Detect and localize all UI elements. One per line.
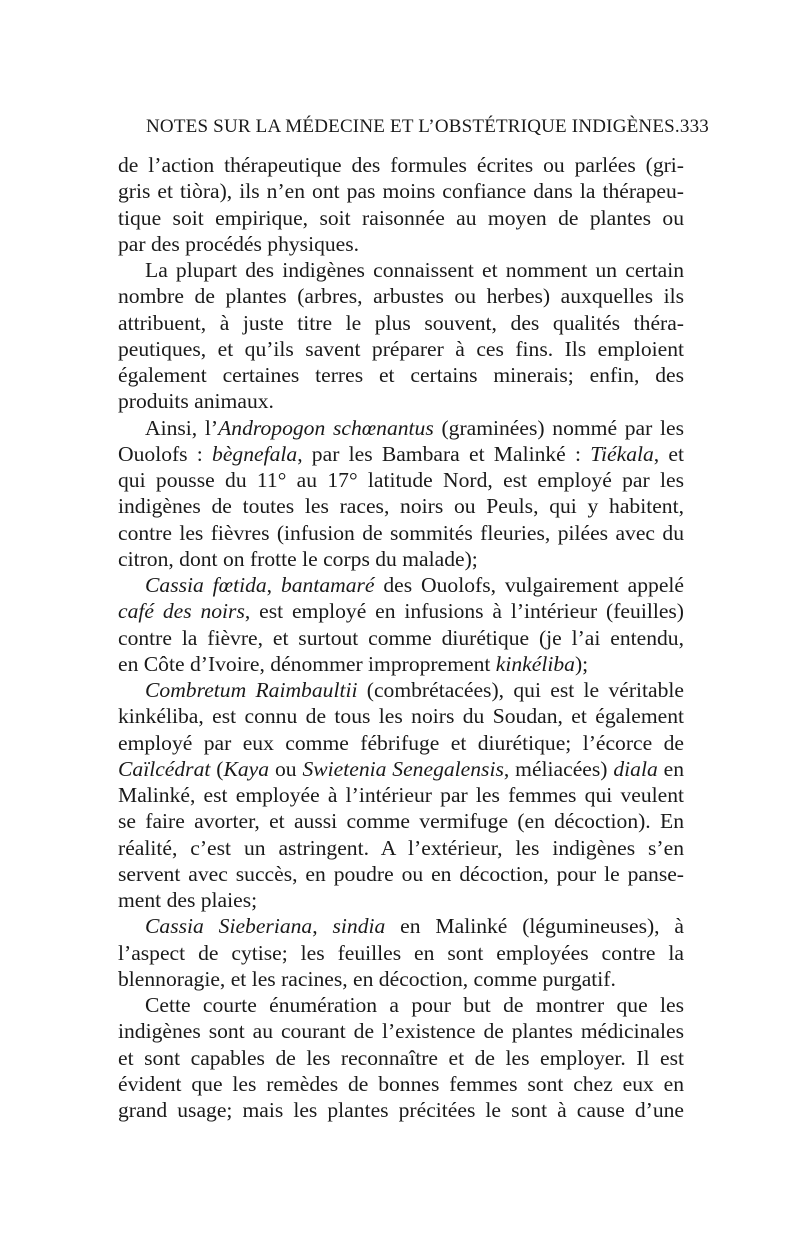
text-run: , méliacées) [503,756,614,781]
text-line [118,415,684,441]
italic-term: Swietenia Senegalensis [302,756,504,781]
text-line [118,336,684,362]
text-line [118,808,684,834]
text-run: , et [653,441,685,466]
text-run: Cette courte énumération a pour but de montrer que les [145,993,684,1017]
text-line [118,467,684,493]
text-run: peutiques, et qu’ils savent préparer à ces fins. Ils emploient [118,336,684,361]
text-run: qui pousse du 11° au 17° latitude Nord, est employé par les [118,468,684,492]
text-run: en Côte d’Ivoire, dénommer improprement [118,651,496,676]
text-run: Ouolofs : [118,441,213,466]
text-line [118,283,684,309]
italic-term: Andropogon schœnantus [218,415,434,440]
italic-term: Cassia fœtida [145,573,267,597]
text-line [118,310,684,336]
text-line [118,730,684,756]
text-line [118,625,684,651]
text-line [118,1097,684,1123]
running-header [146,116,709,138]
italic-term: bègnefala [212,441,298,466]
italic-term: Caïlcédrat [118,756,211,781]
text-run: contre la fièvre, et surtout comme diurétique (je l’ai entendu, [118,625,684,650]
text-run: La plupart des indigènes connaissent et nomment un certain [145,258,684,282]
text-run: blennoragie, et les racines, en décoction, comme purgatif. [118,966,616,991]
text-run: , est employé en infusions à l’intérieur (feuilles) [244,599,684,624]
italic-term: Combretum Raimbaultii [145,678,358,702]
text-run: , [266,573,281,597]
text-run: ); [574,651,589,676]
text-line [118,493,684,519]
text-run: en Malinké (légumineuses), à [385,914,685,939]
text-line [118,1018,684,1044]
italic-term: kinkéliba [495,651,575,676]
text-run: , par les Bambara et Malinké : [297,441,591,466]
text-line [118,835,684,861]
text-run: se faire avorter, et aussi comme vermifuge (en décoction). En [118,809,684,834]
running-title: NOTES SUR LA MÉDECINE ET L’OBSTÉTRIQUE INDIGÈNES. [146,116,680,137]
text-run: gris et tiòra), ils n’en ont pas moins confiance dans la thérapeu- [118,179,684,204]
text-run: l’aspect de cytise; les feuilles en sont employées contre la [118,940,684,965]
text-run: et sont capables de les reconnaître et de les employer. Il est [118,1045,684,1070]
text-line [118,231,684,257]
text-line [118,1071,684,1097]
text-run: grand usage; mais les plantes précitées le sont à cause d’une [118,1098,684,1122]
text-run: réalité, c’est un astringent. A l’extérieur, les indigènes s’en [118,835,684,860]
text-run: indigènes sont au courant de l’existence de plantes médicinales [118,1019,684,1044]
italic-term: Kaya [223,756,270,781]
text-run: contre les fièvres (infusion de sommités fleuries, pilées avec du [118,520,684,545]
text-run: des Ouolofs, vulgairement appelé [374,573,684,597]
text-line [118,362,684,388]
text-line [118,677,684,703]
text-run: nombre de plantes (arbres, arbustes ou herbes) auxquelles ils [118,284,684,309]
text-run: (combrétacées), qui est le véritable [357,678,684,702]
text-run: ou [269,756,303,781]
text-run: servent avec succès, en poudre ou en décoction, pour le panse- [118,861,684,886]
text-run: ment des plaies; [118,888,258,912]
text-run: attribuent, à juste titre le plus souvent, des qualités théra- [118,310,684,335]
text-run: citron, dont on frotte le corps du malade); [118,546,478,571]
text-run: produits animaux. [118,389,274,414]
text-line [118,257,684,283]
text-line [118,861,684,887]
text-line [118,966,684,992]
text-line [118,152,684,178]
text-run: Ainsi, l’ [145,415,219,440]
text-run: tique soit empirique, soit raisonnée au moyen de plantes ou [118,205,684,230]
text-line [118,940,684,966]
text-line [118,388,684,414]
italic-term: diala [613,756,658,781]
text-line [118,651,684,677]
text-run: ( [210,756,224,781]
text-run: (graminées) nommé par les [433,415,685,440]
text-line [118,992,684,1018]
text-run: par des procédés physiques. [118,231,360,256]
text-line [118,1045,684,1071]
text-run: , [312,914,333,939]
text-run: indigènes de toutes les races, noirs ou Peuls, qui y habitent, [118,494,684,519]
text-line [118,546,684,572]
text-line [118,441,684,467]
text-run: en [657,756,685,781]
page-number: 333 [679,116,709,137]
text-line [118,205,684,231]
italic-term: Cassia Sieberiana [145,914,313,939]
text-line [118,178,684,204]
text-line [118,572,684,598]
text-line [118,703,684,729]
text-line [118,598,684,624]
text-run: Malinké, est employée à l’intérieur par les femmes qui veulent [118,783,684,807]
italic-term: café des noirs [118,599,245,624]
text-line [118,887,684,913]
italic-term: bantamaré [280,573,375,597]
italic-term: Tiékala [590,441,654,466]
text-run: évident que les remèdes de bonnes femmes sont chez eux en [118,1071,684,1096]
text-line [118,782,684,808]
text-line [118,520,684,546]
text-line [118,756,684,782]
text-run: également certaines terres et certains minerais; enfin, des [118,363,684,387]
text-line [118,913,684,939]
body-text [118,152,684,1123]
text-run: employé par eux comme fébrifuge et diurétique; l’écorce de [118,730,684,755]
text-run: kinkéliba, est connu de tous les noirs du Soudan, et également [118,704,684,729]
italic-term: sindia [332,914,386,939]
text-run: de l’action thérapeutique des formules écrites ou parlées (gri- [118,153,684,177]
